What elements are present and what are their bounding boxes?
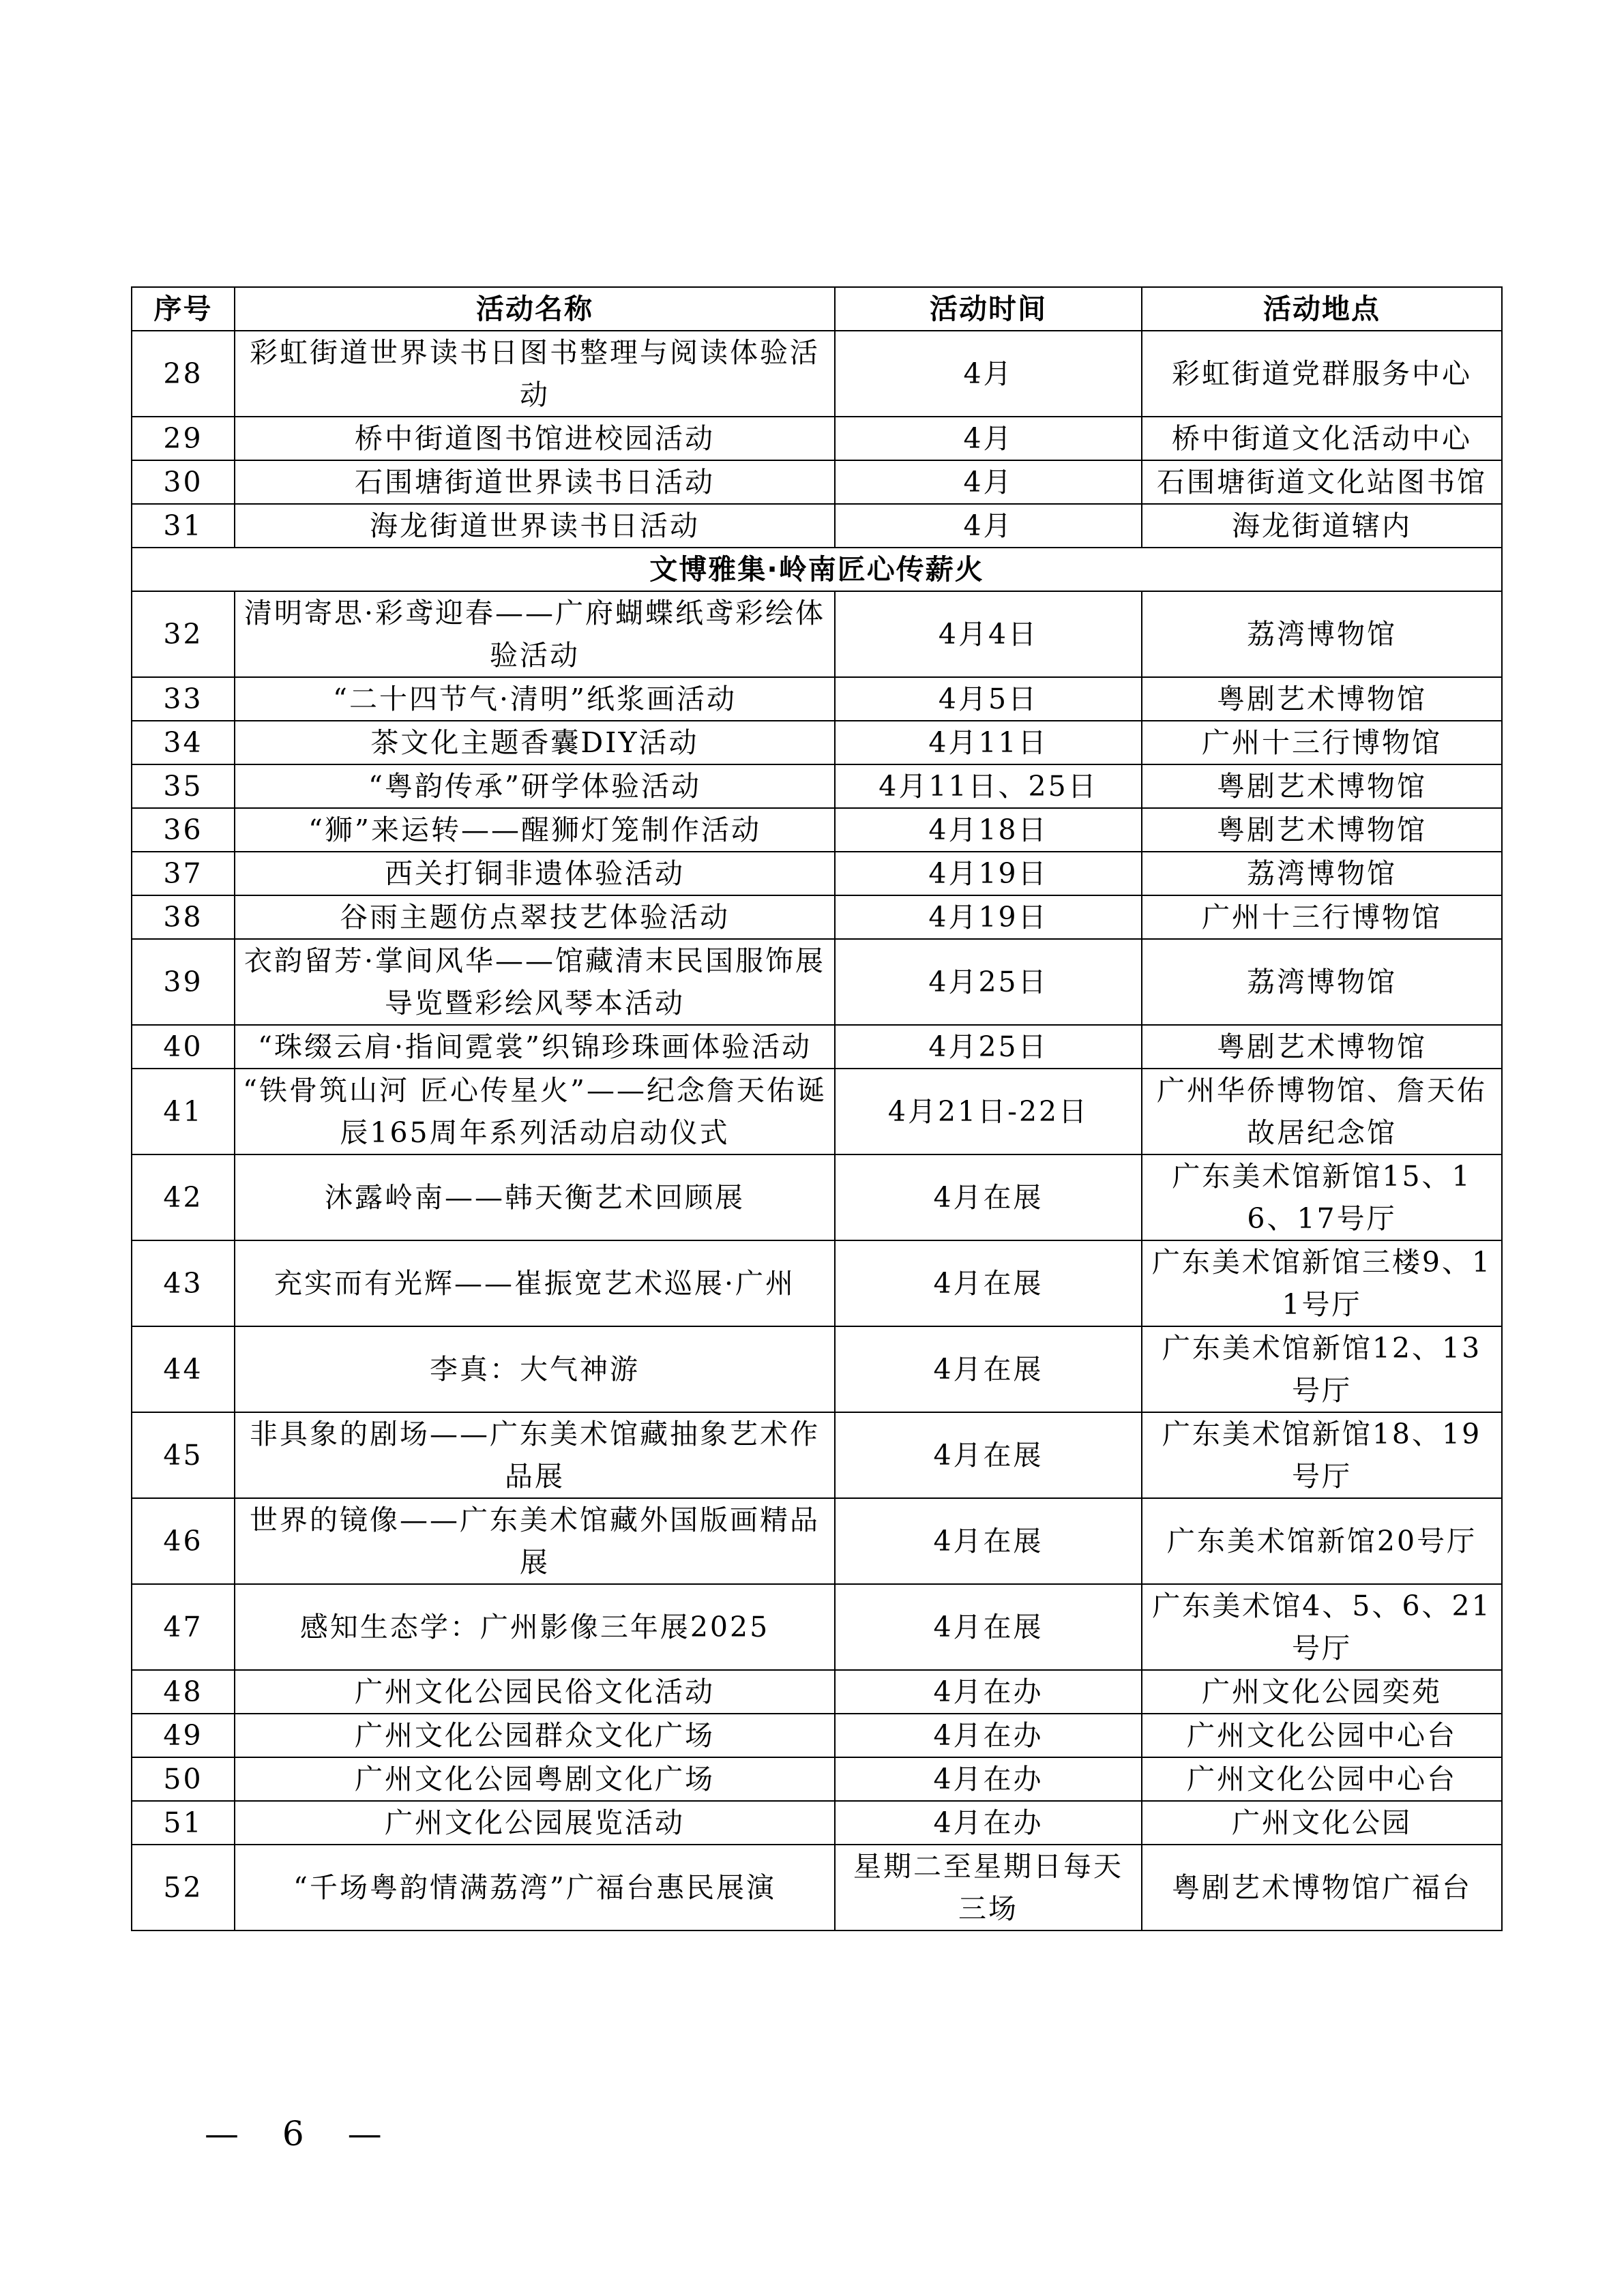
cell-activity-time: 星期二至星期日每天三场 — [835, 1845, 1142, 1930]
table-row — [132, 1240, 1502, 1326]
cell-activity-name: “铁骨筑山河 匠心传星火”——纪念詹天佑诞辰165周年系列活动启动仪式 — [235, 1069, 835, 1154]
cell-activity-place: 广州文化公园中心台 — [1142, 1757, 1502, 1801]
table-row — [132, 895, 1502, 939]
table-row — [132, 939, 1502, 1025]
cell-activity-time: 4月5日 — [835, 677, 1142, 721]
cell-number: 29 — [132, 417, 235, 460]
cell-activity-name: 充实而有光辉——崔振宽艺术巡展·广州 — [235, 1240, 835, 1326]
cell-activity-time: 4月25日 — [835, 1025, 1142, 1069]
table-row — [132, 677, 1502, 721]
cell-activity-place: 荔湾博物馆 — [1142, 939, 1502, 1025]
section-row — [132, 548, 1502, 591]
cell-number: 31 — [132, 504, 235, 548]
cell-activity-place: 粤剧艺术博物馆 — [1142, 808, 1502, 852]
cell-number: 49 — [132, 1714, 235, 1757]
cell-activity-time: 4月 — [835, 417, 1142, 460]
cell-number: 40 — [132, 1025, 235, 1069]
table-row — [132, 1154, 1502, 1240]
cell-activity-time: 4月11日 — [835, 721, 1142, 764]
cell-activity-place: 广州文化公园奕苑 — [1142, 1670, 1502, 1714]
table-row — [132, 331, 1502, 417]
table-row — [132, 1412, 1502, 1498]
cell-number: 48 — [132, 1670, 235, 1714]
cell-activity-place: 广州华侨博物馆、詹天佑故居纪念馆 — [1142, 1069, 1502, 1154]
cell-activity-time: 4月在展 — [835, 1584, 1142, 1670]
table-row — [132, 591, 1502, 677]
cell-number: 52 — [132, 1845, 235, 1930]
cell-activity-place: 荔湾博物馆 — [1142, 852, 1502, 895]
cell-activity-name: 西关打铜非遗体验活动 — [235, 852, 835, 895]
cell-activity-name: 谷雨主题仿点翠技艺体验活动 — [235, 895, 835, 939]
cell-activity-name: 石围塘街道世界读书日活动 — [235, 460, 835, 504]
cell-activity-time: 4月在展 — [835, 1412, 1142, 1498]
cell-activity-place: 彩虹街道党群服务中心 — [1142, 331, 1502, 417]
header-activity-place: 活动地点 — [1142, 287, 1502, 331]
table-row — [132, 1845, 1502, 1930]
cell-activity-place: 荔湾博物馆 — [1142, 591, 1502, 677]
events-table — [131, 286, 1503, 1931]
table-row — [132, 764, 1502, 808]
table-row — [132, 852, 1502, 895]
cell-activity-name: 李真：大气神游 — [235, 1326, 835, 1412]
cell-activity-time: 4月在办 — [835, 1670, 1142, 1714]
cell-activity-place: 粤剧艺术博物馆 — [1142, 764, 1502, 808]
cell-activity-place: 广州十三行博物馆 — [1142, 895, 1502, 939]
cell-number: 30 — [132, 460, 235, 504]
cell-activity-time: 4月 — [835, 331, 1142, 417]
cell-activity-name: “粤韵传承”研学体验活动 — [235, 764, 835, 808]
cell-activity-place: 桥中街道文化活动中心 — [1142, 417, 1502, 460]
cell-activity-name: 桥中街道图书馆进校园活动 — [235, 417, 835, 460]
cell-activity-place: 海龙街道辖内 — [1142, 504, 1502, 548]
table-row — [132, 1670, 1502, 1714]
cell-number: 33 — [132, 677, 235, 721]
cell-number: 28 — [132, 331, 235, 417]
table-row — [132, 417, 1502, 460]
cell-activity-time: 4月在办 — [835, 1801, 1142, 1845]
cell-number: 39 — [132, 939, 235, 1025]
cell-activity-time: 4月在展 — [835, 1240, 1142, 1326]
cell-number: 43 — [132, 1240, 235, 1326]
cell-activity-time: 4月4日 — [835, 591, 1142, 677]
header-activity-name: 活动名称 — [235, 287, 835, 331]
cell-number: 46 — [132, 1498, 235, 1584]
cell-activity-name: 广州文化公园粤剧文化广场 — [235, 1757, 835, 1801]
table-row — [132, 504, 1502, 548]
header-activity-time: 活动时间 — [835, 287, 1142, 331]
cell-activity-place: 广州文化公园中心台 — [1142, 1714, 1502, 1757]
table-row — [132, 460, 1502, 504]
table-row — [132, 721, 1502, 764]
cell-activity-name: 沐露岭南——韩天衡艺术回顾展 — [235, 1154, 835, 1240]
cell-activity-name: 衣韵留芳·掌间风华——馆藏清末民国服饰展导览暨彩绘风琴本活动 — [235, 939, 835, 1025]
cell-activity-place: 广东美术馆新馆18、19号厅 — [1142, 1412, 1502, 1498]
table-row — [132, 1714, 1502, 1757]
cell-activity-name: “珠缀云肩·指间霓裳”织锦珍珠画体验活动 — [235, 1025, 835, 1069]
cell-activity-time: 4月11日、25日 — [835, 764, 1142, 808]
cell-number: 35 — [132, 764, 235, 808]
cell-activity-name: “狮”来运转——醒狮灯笼制作活动 — [235, 808, 835, 852]
cell-activity-time: 4月在办 — [835, 1757, 1142, 1801]
cell-activity-name: 非具象的剧场——广东美术馆藏抽象艺术作品展 — [235, 1412, 835, 1498]
cell-activity-place: 石围塘街道文化站图书馆 — [1142, 460, 1502, 504]
cell-activity-place: 粤剧艺术博物馆 — [1142, 1025, 1502, 1069]
table-row — [132, 1326, 1502, 1412]
cell-activity-time: 4月18日 — [835, 808, 1142, 852]
table-row — [132, 1025, 1502, 1069]
cell-activity-name: “二十四节气·清明”纸浆画活动 — [235, 677, 835, 721]
cell-activity-place: 广东美术馆新馆12、13号厅 — [1142, 1326, 1502, 1412]
cell-activity-time: 4月在展 — [835, 1326, 1142, 1412]
cell-activity-time: 4月在展 — [835, 1498, 1142, 1584]
cell-activity-place: 广东美术馆新馆三楼9、11号厅 — [1142, 1240, 1502, 1326]
cell-number: 38 — [132, 895, 235, 939]
section-title: 文博雅集·岭南匠心传薪火 — [132, 548, 1502, 591]
cell-number: 51 — [132, 1801, 235, 1845]
cell-activity-name: 广州文化公园群众文化广场 — [235, 1714, 835, 1757]
cell-activity-time: 4月在办 — [835, 1714, 1142, 1757]
cell-number: 36 — [132, 808, 235, 852]
cell-activity-place: 粤剧艺术博物馆 — [1142, 677, 1502, 721]
cell-activity-place: 粤剧艺术博物馆广福台 — [1142, 1845, 1502, 1930]
table-row — [132, 1801, 1502, 1845]
cell-activity-time: 4月21日-22日 — [835, 1069, 1142, 1154]
cell-activity-time: 4月 — [835, 460, 1142, 504]
cell-activity-time: 4月在展 — [835, 1154, 1142, 1240]
cell-activity-time: 4月19日 — [835, 895, 1142, 939]
cell-number: 34 — [132, 721, 235, 764]
cell-number: 41 — [132, 1069, 235, 1154]
table-row — [132, 1757, 1502, 1801]
cell-activity-name: 广州文化公园展览活动 — [235, 1801, 835, 1845]
cell-activity-time: 4月19日 — [835, 852, 1142, 895]
table-body — [132, 331, 1502, 1930]
cell-number: 47 — [132, 1584, 235, 1670]
cell-activity-place: 广东美术馆新馆15、16、17号厅 — [1142, 1154, 1502, 1240]
cell-number: 45 — [132, 1412, 235, 1498]
cell-activity-place: 广州十三行博物馆 — [1142, 721, 1502, 764]
cell-activity-name: “千场粤韵情满荔湾”广福台惠民展演 — [235, 1845, 835, 1930]
cell-number: 50 — [132, 1757, 235, 1801]
cell-activity-name: 海龙街道世界读书日活动 — [235, 504, 835, 548]
table-row — [132, 1584, 1502, 1670]
cell-activity-name: 茶文化主题香囊DIY活动 — [235, 721, 835, 764]
table-row — [132, 808, 1502, 852]
table-row — [132, 1498, 1502, 1584]
cell-activity-place: 广东美术馆4、5、6、21号厅 — [1142, 1584, 1502, 1670]
table-header-row — [132, 287, 1502, 331]
cell-activity-name: 广州文化公园民俗文化活动 — [235, 1670, 835, 1714]
cell-activity-name: 世界的镜像——广东美术馆藏外国版画精品展 — [235, 1498, 835, 1584]
cell-number: 42 — [132, 1154, 235, 1240]
page-number: — 6 — — [205, 2114, 398, 2153]
cell-activity-place: 广东美术馆新馆20号厅 — [1142, 1498, 1502, 1584]
cell-activity-name: 彩虹街道世界读书日图书整理与阅读体验活动 — [235, 331, 835, 417]
cell-activity-time: 4月 — [835, 504, 1142, 548]
cell-activity-name: 感知生态学：广州影像三年展2025 — [235, 1584, 835, 1670]
table-row — [132, 1069, 1502, 1154]
cell-activity-place: 广州文化公园 — [1142, 1801, 1502, 1845]
cell-activity-time: 4月25日 — [835, 939, 1142, 1025]
cell-number: 37 — [132, 852, 235, 895]
cell-number: 32 — [132, 591, 235, 677]
header-number: 序号 — [132, 287, 235, 331]
cell-activity-name: 清明寄思·彩鸢迎春——广府蝴蝶纸鸢彩绘体验活动 — [235, 591, 835, 677]
cell-number: 44 — [132, 1326, 235, 1412]
